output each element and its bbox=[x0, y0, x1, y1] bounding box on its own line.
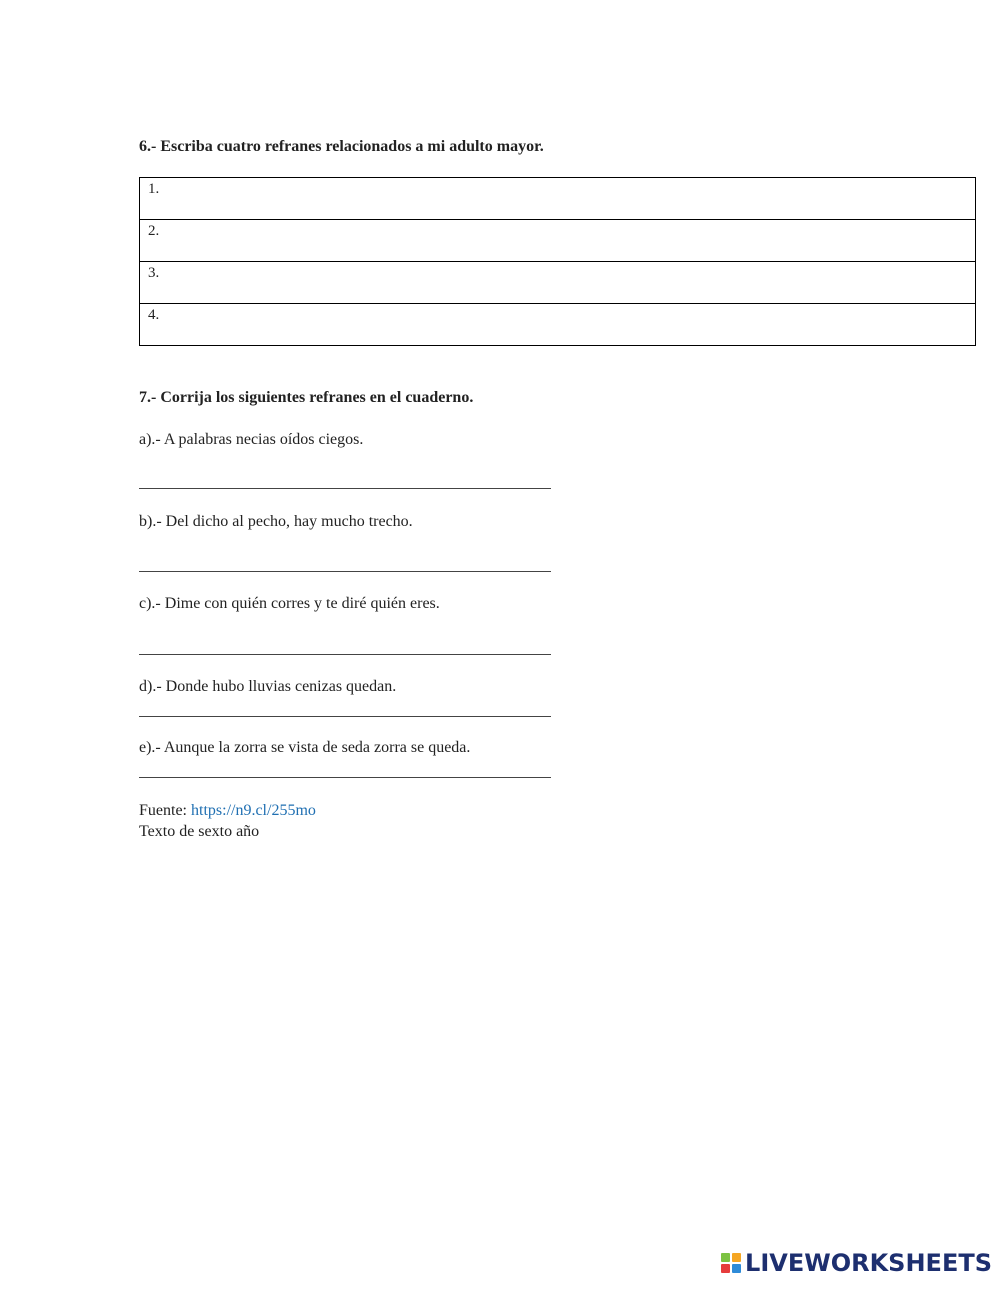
answer-line-a[interactable] bbox=[139, 488, 551, 489]
answer-cell-3[interactable] bbox=[140, 262, 976, 304]
logo-square-red bbox=[721, 1264, 730, 1273]
answer-row-number: 1. bbox=[148, 181, 160, 197]
question-7-title: 7.- Corrija los siguientes refranes en el cuaderno. bbox=[139, 389, 474, 406]
logo-text: LIVEWORKSHEETS bbox=[745, 1249, 992, 1277]
source-line bbox=[139, 800, 316, 821]
proverb-e: e).- Aunque la zorra se vista de seda zorra se queda. bbox=[139, 739, 471, 756]
proverb-d: d).- Donde hubo lluvias cenizas quedan. bbox=[139, 678, 397, 695]
answer-row[interactable] bbox=[140, 220, 976, 262]
answer-row[interactable] bbox=[140, 304, 976, 346]
source-label: Fuente: bbox=[139, 802, 187, 819]
answer-cell-2[interactable] bbox=[140, 220, 976, 262]
answer-row-number: 4. bbox=[148, 307, 160, 323]
source-note: Texto de sexto año bbox=[139, 823, 260, 840]
answer-row-number: 3. bbox=[148, 265, 160, 281]
logo-square-orange bbox=[732, 1253, 741, 1262]
answer-row-number: 2. bbox=[148, 223, 160, 239]
source-link[interactable]: https://n9.cl/255mo bbox=[191, 802, 316, 819]
answer-table bbox=[139, 177, 976, 346]
answer-line-e[interactable] bbox=[139, 777, 551, 778]
logo-square-green bbox=[721, 1253, 730, 1262]
answer-row[interactable] bbox=[140, 178, 976, 220]
proverb-a: a).- A palabras necias oídos ciegos. bbox=[139, 431, 364, 448]
logo-grid-icon bbox=[721, 1253, 741, 1273]
liveworksheets-logo bbox=[721, 1249, 992, 1277]
answer-cell-4[interactable] bbox=[140, 304, 976, 346]
proverb-c: c).- Dime con quién corres y te diré quién eres. bbox=[139, 595, 440, 612]
answer-line-d[interactable] bbox=[139, 716, 551, 717]
source-block bbox=[139, 800, 316, 842]
logo-square-blue bbox=[732, 1264, 741, 1273]
answer-line-b[interactable] bbox=[139, 571, 551, 572]
answer-line-c[interactable] bbox=[139, 654, 551, 655]
answer-cell-1[interactable] bbox=[140, 178, 976, 220]
answer-row[interactable] bbox=[140, 262, 976, 304]
proverb-b: b).- Del dicho al pecho, hay mucho trecho. bbox=[139, 513, 413, 530]
question-6-title: 6.- Escriba cuatro refranes relacionados a mi adulto mayor. bbox=[139, 138, 544, 155]
